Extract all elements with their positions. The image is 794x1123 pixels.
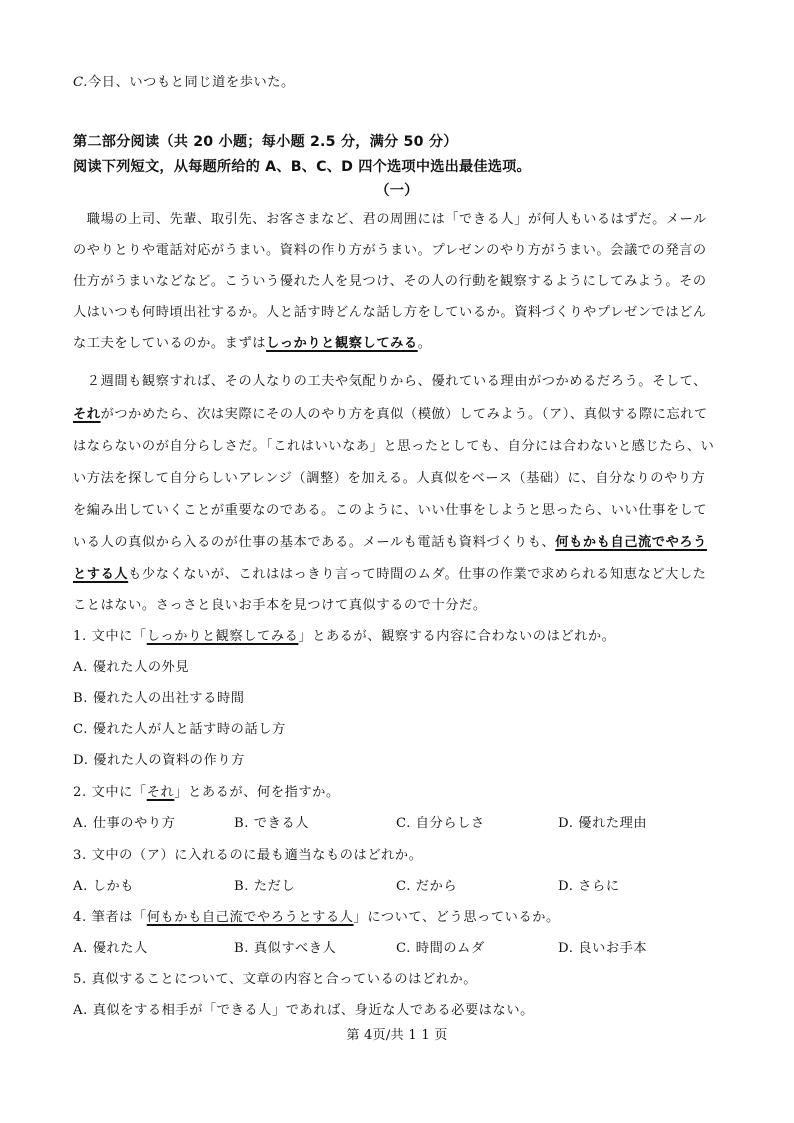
q1-option-a[interactable]: A. 優れた人の外見 — [73, 660, 190, 675]
passage-text: も少なくないが、これははっきり言って時間のムダ。仕事の作業で求められる知恵など大した — [128, 567, 707, 582]
question-text: 4. 筆者は「 — [73, 910, 147, 925]
underlined-phrase-selfstyle-cont: とする人 — [73, 567, 129, 582]
q1-option-c[interactable]: C. 優れた人が人と話す時の話し方 — [73, 722, 286, 737]
passage-line: ２週間も観察すれば、その人なりの工夫や気配りから、優れている理由がつかめるだろう。そして、 — [73, 374, 707, 389]
underlined-phrase-observe: しっかりと観察してみる — [266, 336, 418, 351]
passage-line — [73, 403, 708, 422]
question-underlined: 何もかも自己流でやろうとする人 — [146, 910, 354, 925]
q3-option-a[interactable]: A. しかも — [73, 879, 135, 894]
passage-line: 職場の上司、先輩、取引先、お客さまなど、君の周囲には「できる人」が何人もいるはずだ。メール — [73, 212, 707, 227]
passage-line: ことはない。さっさと良いお手本を見つけて真似するので十分だ。 — [73, 598, 487, 613]
question-text: 2. 文中に「 — [73, 785, 147, 800]
passage-line: のやりとりや電話対応がうまい。資料の作り方がうまい。プレゼンのやり方がうまい。会議での発言の — [73, 243, 707, 258]
q3-option-c[interactable]: C. だから — [396, 879, 458, 894]
q4-option-c[interactable]: C. 時間のムダ — [396, 941, 485, 956]
passage-line — [73, 332, 432, 351]
question-3: 3. 文中の（ア）に入れるのに最も適当なものはどれか。 — [73, 848, 423, 863]
question-text: 」とあるが、観察する内容に合わないのはどれか。 — [298, 629, 616, 644]
page-footer: 第 4页/共 1 1 页 — [346, 1028, 448, 1043]
passage-line: を編み出していくことが重要なのである。このように、いい仕事をしようと思ったら、いい仕事をして — [73, 503, 708, 518]
passage-line: い方法を探して自分らしいアレンジ（調整）を加える。人真似をベース（基础）に、自分なりのやり方 — [73, 471, 706, 486]
q2-option-a[interactable]: A. 仕事のやり方 — [73, 816, 176, 831]
underlined-phrase-selfstyle: 何もかも自己流でやろう — [555, 535, 707, 550]
passage-text: な工夫をしているのか。まずは — [73, 336, 267, 351]
question-text: 」とあるが、何を指すか。 — [174, 785, 340, 800]
q4-option-d[interactable]: D. 良いお手本 — [558, 941, 648, 956]
q1-option-b[interactable]: B. 優れた人の出社する時間 — [73, 691, 245, 706]
prev-option-c — [73, 71, 295, 90]
q3-option-d[interactable]: D. さらに — [558, 879, 620, 894]
question-text: 1. 文中に「 — [73, 629, 147, 644]
section-heading: 第二部分阅读（共 20 小题；每小题 2.5 分，满分 50 分） — [73, 134, 458, 150]
question-underlined: しっかりと観察してみる — [146, 629, 299, 644]
passage-line: 仕方がうまいなどなど。こういう優れた人を見つけ、その人の行動を観察するようにしてみよう。その — [73, 274, 707, 289]
question-4 — [73, 906, 560, 925]
q5-option-a[interactable]: A. 真似をする相手が「できる人」であれば、身近な人である必要はない。 — [73, 1003, 534, 1018]
section-instruction: 阅读下列短文，从每题所给的 A、B、C、D 四个选项中选出最佳选项。 — [73, 159, 531, 175]
q1-option-d[interactable]: D. 優れた人の資料の作り方 — [73, 753, 245, 768]
prev-option-letter: C. — [73, 75, 89, 90]
q2-option-c[interactable]: C. 自分らしさ — [396, 816, 485, 831]
passage-line — [73, 563, 706, 582]
underlined-word-sore: それ — [73, 407, 101, 422]
q2-option-b[interactable]: B. できる人 — [234, 816, 310, 831]
passage-line — [73, 531, 707, 550]
question-underlined: それ — [146, 785, 175, 800]
q4-option-b[interactable]: B. 真似すべき人 — [234, 941, 337, 956]
prev-option-text: 今日、いつもと同じ道を歩いた。 — [88, 75, 295, 90]
q3-option-b[interactable]: B. ただし — [234, 879, 296, 894]
question-5: 5. 真似することについて、文章の内容と合っているのはどれか。 — [73, 972, 478, 987]
q4-option-a[interactable]: A. 優れた人 — [73, 941, 148, 956]
passage-text: がつかめたら、次は実際にその人のやり方を真似（模倣）してみよう。（ア）、真似する際に忘れて — [100, 407, 708, 422]
question-2 — [73, 781, 340, 800]
passage-line: はならないのが自分らしさだ。「これはいいなあ」と思ったとしても、自分には合わないと感じたら、い — [73, 439, 715, 454]
passage-number: （一） — [375, 183, 419, 199]
passage-text: 。 — [417, 336, 432, 351]
passage-text: いる人の真似から入るのが仕事の基本である。メールも電話も資料づくりも、 — [73, 535, 556, 550]
question-text: 」について、どう思っているか。 — [353, 910, 560, 925]
q2-option-d[interactable]: D. 優れた理由 — [558, 816, 648, 831]
question-1 — [73, 625, 616, 644]
passage-line: 人はいつも何時頃出社するか。人と話す時どんな話し方をしているか。資料づくりやプレゼンではどん — [73, 305, 707, 320]
